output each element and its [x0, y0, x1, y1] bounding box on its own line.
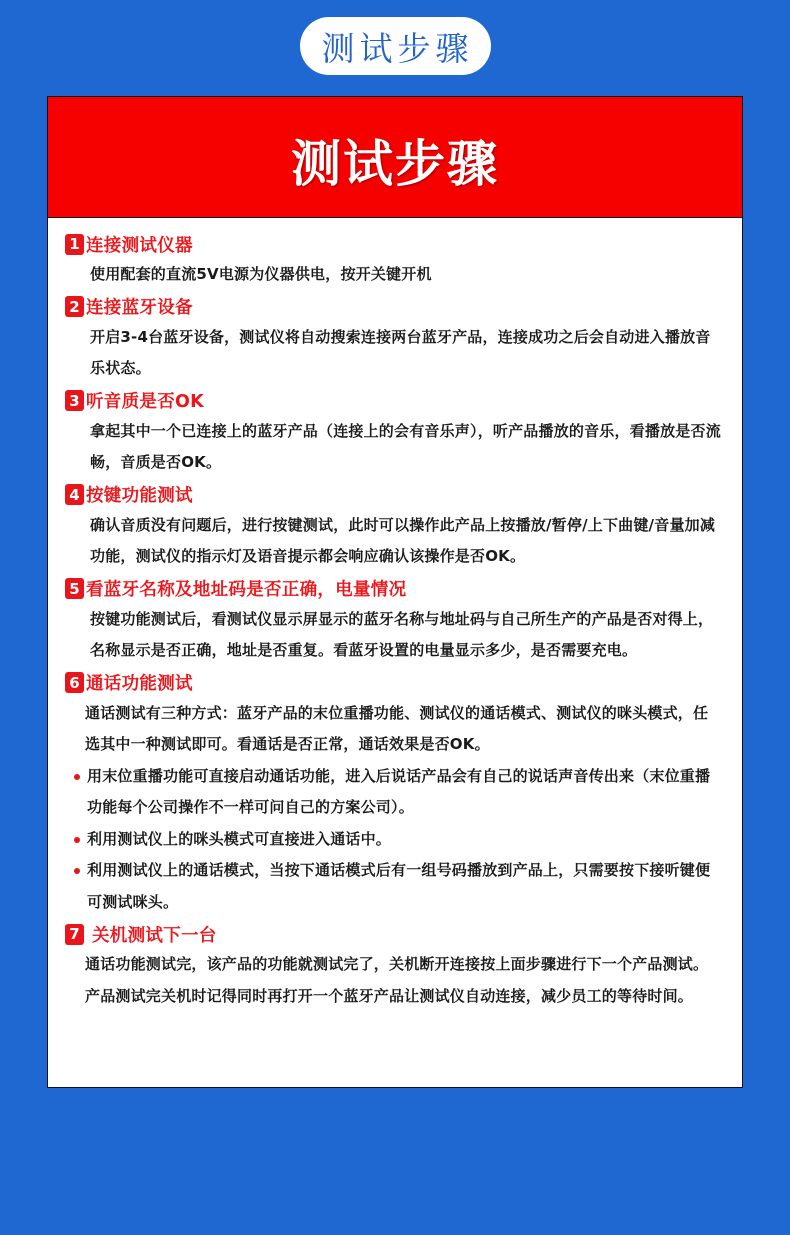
step-7 [65, 919, 732, 1012]
header-pill-label: 测试步骤 [321, 28, 474, 68]
bullet-item [65, 855, 732, 918]
step-6 [65, 668, 732, 919]
bullet-item [65, 761, 732, 824]
step-number-badge: 2 [65, 296, 84, 317]
header-pill [300, 17, 491, 75]
step-number-badge: 6 [65, 672, 84, 693]
step-heading [65, 229, 732, 259]
step-title: 按键功能测试 [86, 486, 193, 506]
bullet-dot-icon [74, 837, 80, 843]
step-heading [65, 386, 732, 416]
step-3 [65, 386, 732, 479]
step-description: 开启3-4台蓝牙设备，测试仪将自动搜索连接两台蓝牙产品，连接成功之后会自动进入播放音乐状态。 [90, 327, 711, 377]
bullet-text: 利用测试仪上的通话模式，当按下通话模式后有一组号码播放到产品上，只需要按下接听键便可测试咪头。 [87, 861, 711, 911]
step-description: 确认音质没有问题后，进行按键测试，此时可以操作此产品上按播放/暂停/上下曲键/音量加减功能，测试仪的指示灯及语音提示都会响应确认该操作是否OK。 [90, 515, 716, 565]
banner [48, 97, 742, 218]
step-title: 听音质是否OK [86, 392, 205, 412]
bullet-text: 用末位重播功能可直接启动通话功能，进入后说话产品会有自己的说话声音传出来（末位重播功能每个公司操作不一样可问自己的方案公司）。 [87, 766, 711, 816]
step-title: 连接蓝牙设备 [86, 298, 193, 318]
step-heading [65, 919, 732, 949]
step-5 [65, 574, 732, 667]
bullet-item [65, 824, 732, 856]
step-description: 通话功能测试完，该产品的功能就测试完了，关机断开连接按上面步骤进行下一个产品测试。产品测试完关机时记得同时再打开一个蓝牙产品让测试仪自动连接，减少员工的等待时间。 [85, 955, 709, 1005]
step-title: 连接测试仪器 [86, 235, 193, 256]
steps-list [48, 218, 742, 1012]
step-description: 拿起其中一个已连接上的蓝牙产品（连接上的会有音乐声），听产品播放的音乐，看播放是否流畅，音质是否OK。 [90, 421, 721, 471]
bullet-text: 利用测试仪上的咪头模式可直接进入通话中。 [87, 829, 392, 848]
step-description: 按键功能测试后，看测试仪显示屏显示的蓝牙名称与地址码与自己所生产的产品是否对得上，名称显示是否正确，地址是否重复。看蓝牙设置的电量显示多少，是否需要充电。 [90, 609, 714, 659]
banner-title: 测试步骤 [291, 135, 499, 193]
step-title: 通话功能测试 [86, 674, 193, 694]
step-number-badge: 1 [65, 234, 84, 255]
step-4 [65, 480, 732, 573]
step-heading [65, 480, 732, 510]
step-number-badge: 3 [65, 390, 84, 411]
step-description: 使用配套的直流5V电源为仪器供电，按开关键开机 [90, 265, 432, 283]
step-number-badge: 5 [65, 578, 84, 599]
step-title: 看蓝牙名称及地址码是否正确，电量情况 [86, 580, 407, 600]
step-title: 关机测试下一台 [92, 925, 217, 946]
step-heading [65, 292, 732, 322]
step-number-badge: 4 [65, 484, 84, 505]
test-steps-card [47, 96, 743, 1088]
step-heading [65, 668, 732, 698]
step-1 [65, 229, 732, 291]
bullet-dot-icon [74, 868, 80, 874]
step-heading [65, 574, 732, 604]
step-description: 通话测试有三种方式：蓝牙产品的末位重播功能、测试仪的通话模式、测试仪的咪头模式，任选其中一种测试即可。看通话是否正常，通话效果是否OK。 [85, 703, 709, 753]
step-2 [65, 292, 732, 385]
step-number-badge: 7 [65, 924, 84, 945]
bullet-dot-icon [74, 774, 80, 780]
